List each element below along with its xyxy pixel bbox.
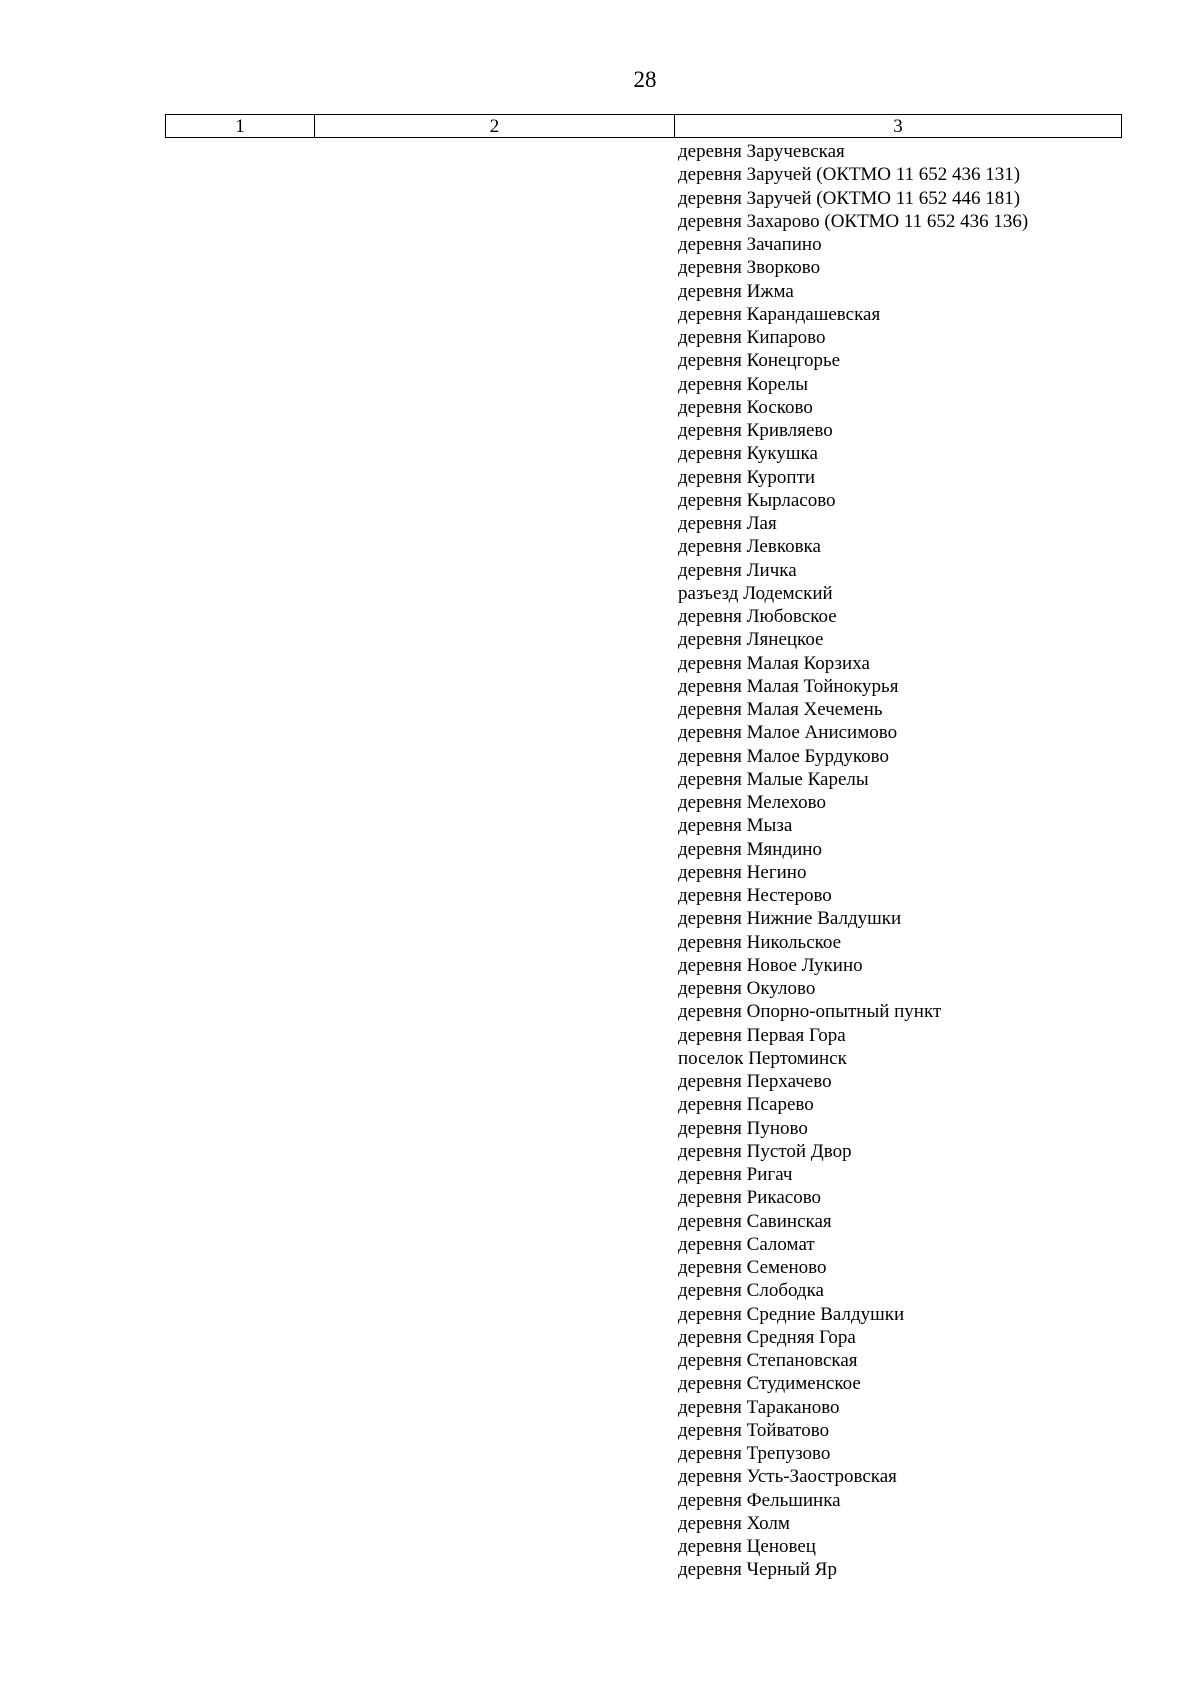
column-header-1: 1 [166, 115, 315, 138]
settlement-item: деревня Конецгорье [678, 350, 841, 372]
settlement-item: деревня Левковка [678, 536, 821, 558]
settlement-item: деревня Малая Корзиха [678, 652, 870, 674]
settlement-item: деревня Степановская [678, 1350, 858, 1371]
settlement-item: деревня Мыза [678, 815, 793, 837]
settlement-item: деревня Зворково [678, 257, 821, 279]
settlement-item: деревня Студименское [678, 1373, 861, 1395]
column-header-3: 3 [675, 115, 1122, 138]
settlement-item: деревня Кривляево [678, 420, 833, 441]
page-number: 28 [633, 67, 657, 92]
settlement-item: деревня Заручей (ОКТМО 11 652 436 131) [678, 164, 1021, 186]
settlement-item: деревня Захарово (ОКТМО 11 652 436 136) [678, 210, 1029, 232]
settlement-item: деревня Малые Карелы [678, 768, 869, 790]
settlement-item: деревня Нижние Валдушки [678, 908, 902, 930]
settlement-item: деревня Кырласово [678, 489, 836, 511]
settlement-item: деревня Усть-Заостровская [678, 1466, 897, 1488]
settlement-item: деревня Пустой Двор [678, 1140, 852, 1162]
settlement-item: деревня Окулово [678, 978, 816, 999]
settlement-item: деревня Кипарово [678, 327, 826, 348]
settlement-item: деревня Малая Хечемень [678, 699, 883, 720]
settlement-item: деревня Малое Бурдуково [678, 745, 890, 767]
settlement-item: деревня Личка [678, 559, 797, 581]
table-header [165, 114, 1122, 138]
settlement-item: деревня Мелехово [678, 792, 827, 813]
settlement-item: деревня Мяндино [678, 838, 822, 860]
settlement-item: деревня Корелы [678, 373, 809, 395]
settlement-item: деревня Перхачево [678, 1071, 832, 1092]
column-header-2: 2 [315, 115, 675, 138]
settlement-item: деревня Пуново [678, 1117, 808, 1139]
settlement-item: деревня Тойватово [678, 1419, 830, 1441]
settlement-list [678, 140, 1028, 1582]
settlement-item: разъезд Лодемский [678, 582, 833, 604]
settlement-item: деревня Тараканово [678, 1396, 840, 1418]
settlement-item: деревня Новое Лукино [678, 954, 863, 976]
settlement-item: деревня Ригач [678, 1164, 793, 1185]
settlement-item: деревня Куропти [678, 466, 816, 488]
settlement-item: деревня Лая [678, 513, 777, 534]
settlement-item: деревня Семеново [678, 1257, 827, 1278]
settlement-item: деревня Кукушка [678, 443, 818, 465]
settlement-item: деревня Слободка [678, 1280, 824, 1302]
settlement-item: деревня Ценовец [678, 1536, 816, 1557]
settlement-item: деревня Лянецкое [678, 629, 824, 651]
settlement-item: деревня Средняя Гора [678, 1326, 856, 1348]
settlement-item: деревня Никольское [678, 931, 842, 953]
settlement-item: деревня Косково [678, 396, 813, 418]
settlement-item: деревня Карандашевская [678, 303, 881, 325]
settlement-item: деревня Любовское [678, 606, 837, 627]
settlement-item: деревня Опорно-опытный пункт [678, 1001, 942, 1023]
settlement-item: деревня Заручей (ОКТМО 11 652 446 181) [678, 187, 1021, 209]
settlement-item: деревня Фельшинка [678, 1489, 841, 1511]
settlement-item: деревня Псарево [678, 1094, 814, 1116]
settlement-item: деревня Малая Тойнокурья [678, 675, 899, 697]
settlement-item: деревня Саломат [678, 1233, 815, 1255]
settlement-item: деревня Черный Яр [678, 1559, 837, 1581]
settlement-item: деревня Малое Анисимово [678, 722, 898, 744]
settlement-item: поселок Пертоминск [678, 1047, 847, 1069]
settlement-item: деревня Негино [678, 861, 807, 883]
table-header-row [166, 115, 1122, 138]
settlement-item: деревня Нестерово [678, 885, 832, 906]
settlement-item: деревня Холм [678, 1512, 790, 1534]
settlement-item: деревня Трепузово [678, 1443, 831, 1464]
settlement-item: деревня Рикасово [678, 1187, 822, 1209]
settlement-item: деревня Зачапино [678, 234, 822, 255]
settlement-item: деревня Ижма [678, 280, 794, 302]
settlement-item: деревня Савинская [678, 1210, 832, 1232]
settlement-item: деревня Первая Гора [678, 1024, 846, 1046]
settlement-item: деревня Средние Валдушки [678, 1303, 905, 1325]
settlement-item: деревня Заручевская [678, 141, 845, 162]
